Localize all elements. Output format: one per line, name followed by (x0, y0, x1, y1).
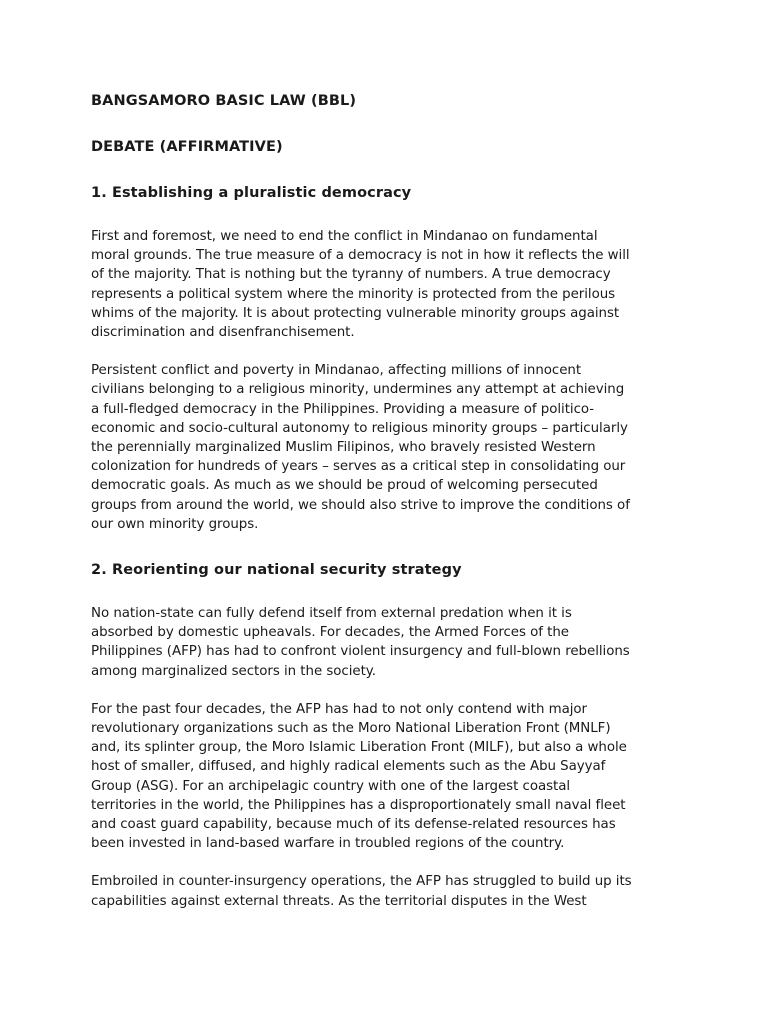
text-line: colonization for hundreds of years – serves as a critical step in consolidating our (91, 459, 626, 475)
text-line: represents a political system where the minority is protected from the perilous (91, 286, 616, 302)
text-line: economic and socio-cultural autonomy to religious minority groups – particularly (91, 420, 628, 436)
paragraph-1-2 (91, 361, 691, 534)
text-line: among marginalized sectors in the society. (91, 663, 376, 679)
document-subtitle: DEBATE (AFFIRMATIVE) (91, 139, 283, 155)
text-line: For the past four decades, the AFP has had to not only contend with major (91, 701, 588, 717)
document-title: BANGSAMORO BASIC LAW (BBL) (91, 93, 357, 109)
paragraph-2-3 (91, 872, 691, 910)
text-line: discrimination and disenfranchisement. (91, 325, 355, 341)
text-line: the perennially marginalized Muslim Filipinos, who bravely resisted Western (91, 440, 596, 456)
text-line: groups from around the world, we should also strive to improve the conditions of (91, 497, 630, 513)
paragraph-1-1 (91, 227, 691, 342)
paragraph-2-2 (91, 700, 691, 854)
text-line: our own minority groups. (91, 516, 259, 532)
text-line: Embroiled in counter-insurgency operations, the AFP has struggled to build up its (91, 874, 632, 890)
text-line: Group (ASG). For an archipelagic country with one of the largest coastal (91, 778, 571, 794)
text-line: and, its splinter group, the Moro Islamic Liberation Front (MILF), but also a whole (91, 740, 627, 756)
text-line: capabilities against external threats. As the territorial disputes in the West (91, 893, 587, 909)
text-line: Philippines (AFP) has had to confront violent insurgency and full-blown rebellions (91, 644, 630, 660)
text-line: territories in the world, the Philippines has a disproportionately small naval fleet (91, 797, 626, 813)
document-body (91, 91, 691, 930)
text-line: civilians belonging to a religious minority, undermines any attempt at achieving (91, 382, 625, 398)
text-line: and coast guard capability, because much of its defense-related resources has (91, 817, 616, 833)
section-heading-2: 2. Reorienting our national security strategy (91, 562, 462, 579)
text-line: No nation-state can fully defend itself from external predation when it is (91, 606, 572, 622)
text-line: of the majority. That is nothing but the tyranny of numbers. A true democracy (91, 267, 611, 283)
text-line: been invested in land-based warfare in troubled regions of the country. (91, 836, 565, 852)
text-line: host of smaller, diffused, and highly radical elements such as the Abu Sayyaf (91, 759, 606, 775)
text-line: revolutionary organizations such as the Moro National Liberation Front (MNLF) (91, 721, 611, 737)
text-line: a full-fledged democracy in the Philippines. Providing a measure of politico- (91, 401, 595, 417)
text-line: absorbed by domestic upheavals. For decades, the Armed Forces of the (91, 625, 569, 641)
text-line: whims of the majority. It is about protecting vulnerable minority groups against (91, 305, 620, 321)
text-line: First and foremost, we need to end the conflict in Mindanao on fundamental (91, 229, 598, 244)
text-line: democratic goals. As much as we should be proud of welcoming persecuted (91, 478, 598, 494)
paragraph-2-1 (91, 604, 691, 681)
text-line: moral grounds. The true measure of a democracy is not in how it reflects the will (91, 248, 630, 264)
section-heading-1: 1. Establishing a pluralistic democracy (91, 185, 412, 201)
text-line: Persistent conflict and poverty in Mindanao, affecting millions of innocent (91, 363, 582, 379)
